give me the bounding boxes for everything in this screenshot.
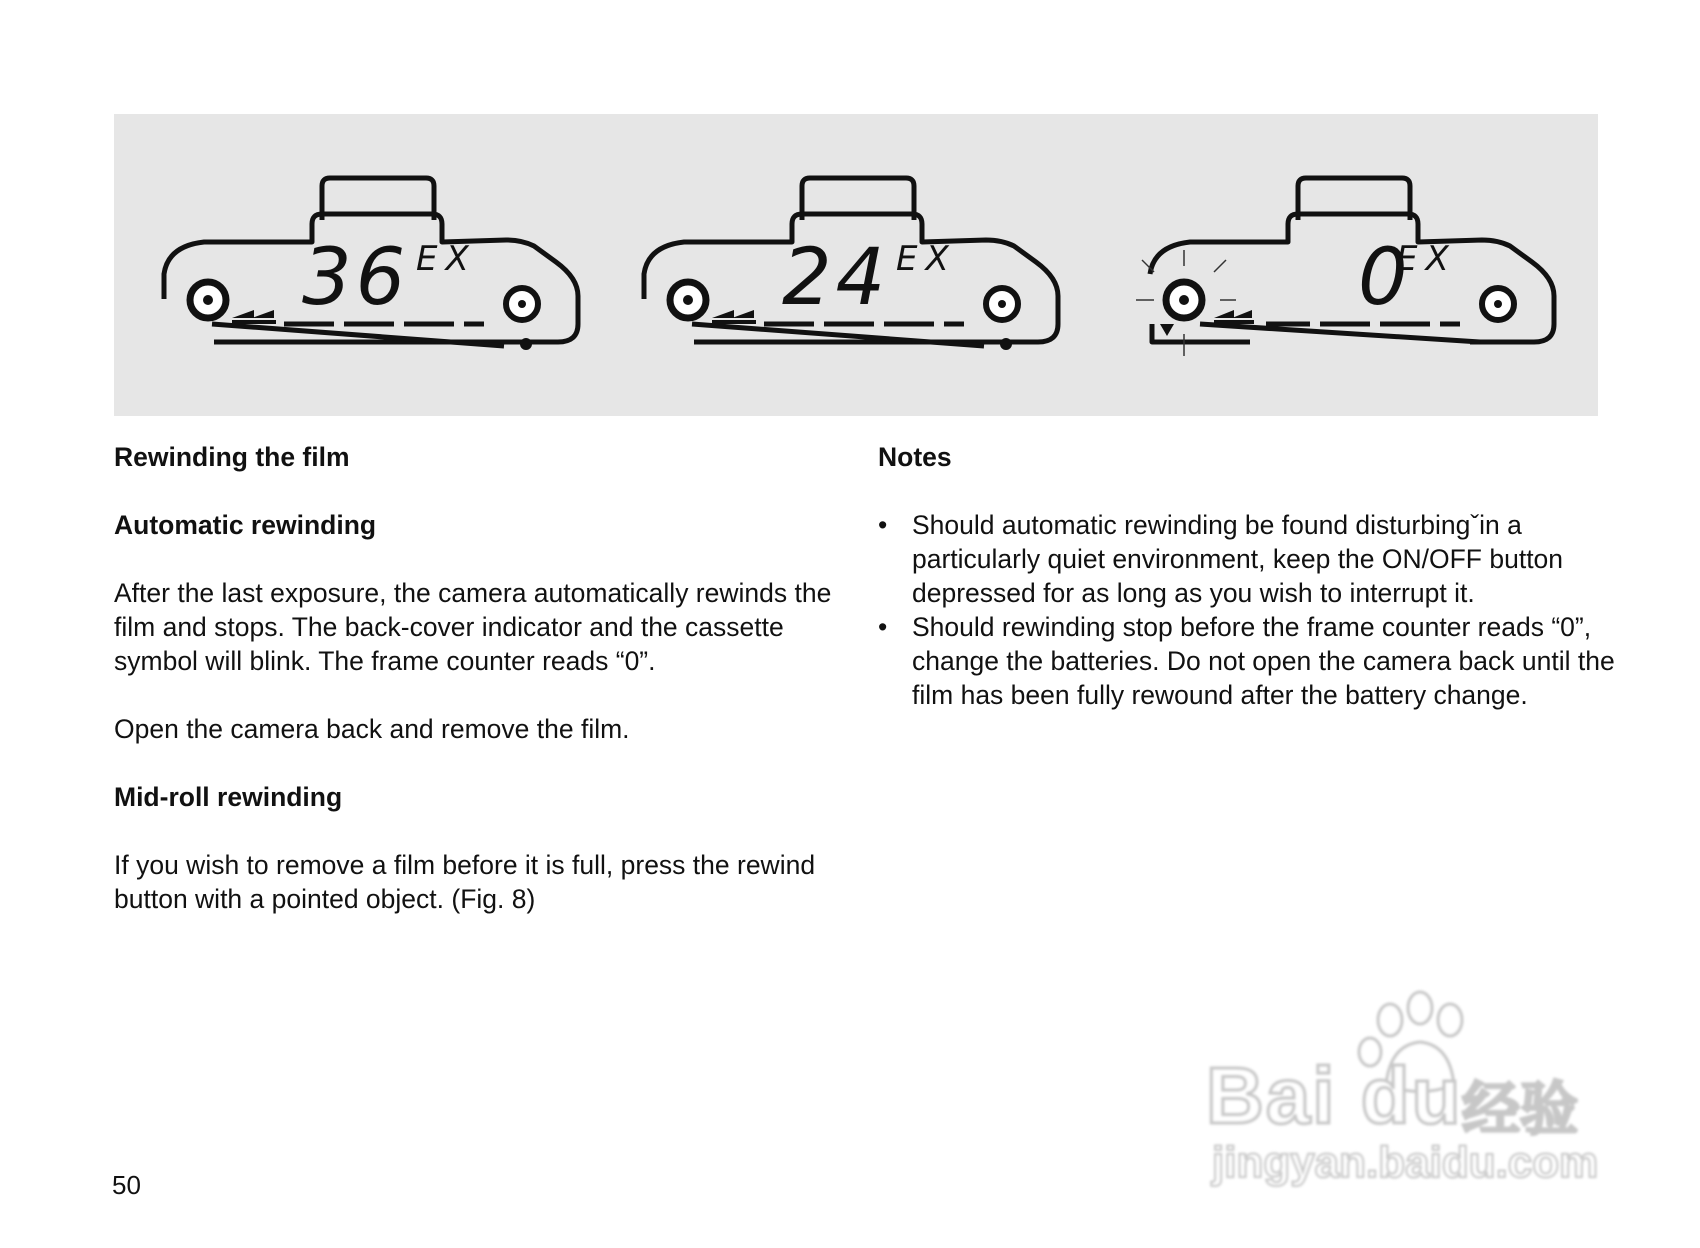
baidu-watermark xyxy=(1200,990,1620,1190)
watermark-url: jingyan.baidu.com xyxy=(1212,1138,1599,1187)
exposure-suffix: EX xyxy=(1396,239,1457,279)
frame-counter: 36 xyxy=(302,233,410,323)
frame-counter: 0 xyxy=(1358,233,1412,323)
bullet-icon: • xyxy=(878,510,888,540)
list-item xyxy=(878,610,1618,712)
section-title: Rewinding the film xyxy=(114,442,350,472)
note-text: Should rewinding stop before the frame counter reads “0”, change the batteries. Do not open the camera back until the film has been fully rewound after the battery change. xyxy=(912,612,1615,710)
indicator-dot xyxy=(1000,338,1012,350)
watermark-brand: Bai du xyxy=(1206,1051,1463,1140)
rewind-arrows-icon xyxy=(712,310,756,324)
mid-roll-rewinding-text: If you wish to remove a film before it is full, press the rewind button with a pointed object. (Fig. 8) xyxy=(114,850,816,914)
notes-list xyxy=(878,508,1618,712)
note-text: Should automatic rewinding be found disturbingˇin a particularly quiet environment, keep the ON/OFF button depressed for as long as you wish to interrupt it. xyxy=(912,510,1564,608)
list-item xyxy=(878,508,1618,610)
rewind-arrows-icon xyxy=(232,310,276,324)
automatic-rewinding-heading: Automatic rewinding xyxy=(114,510,377,540)
left-column xyxy=(114,440,854,916)
indicator-dot xyxy=(520,338,532,350)
watermark-chinese: 经验 xyxy=(1462,1075,1579,1143)
rewind-arrows-icon xyxy=(1214,310,1254,324)
lcd-figure-panel xyxy=(114,114,1598,416)
back-cover-triangle-icon xyxy=(1160,324,1174,336)
page-number: 50 xyxy=(112,1170,141,1200)
automatic-rewinding-text: After the last exposure, the camera automatically rewinds the film and stops. The back-cover indicator and the cassette symbol will blink. The frame counter reads “0”. xyxy=(114,578,832,676)
open-camera-text: Open the camera back and remove the film. xyxy=(114,714,630,744)
bullet-icon: • xyxy=(878,612,888,642)
lcd-display-36 xyxy=(154,174,594,374)
mid-roll-rewinding-heading: Mid-roll rewinding xyxy=(114,782,343,812)
notes-title: Notes xyxy=(878,442,952,472)
exposure-suffix: EX xyxy=(416,239,477,279)
film-leader-line xyxy=(1200,324,1480,342)
right-column xyxy=(878,440,1618,712)
lcd-display-24 xyxy=(634,174,1074,374)
frame-counter: 24 xyxy=(782,233,890,323)
lcd-display-0-blinking xyxy=(1130,174,1570,374)
exposure-suffix: EX xyxy=(896,239,957,279)
